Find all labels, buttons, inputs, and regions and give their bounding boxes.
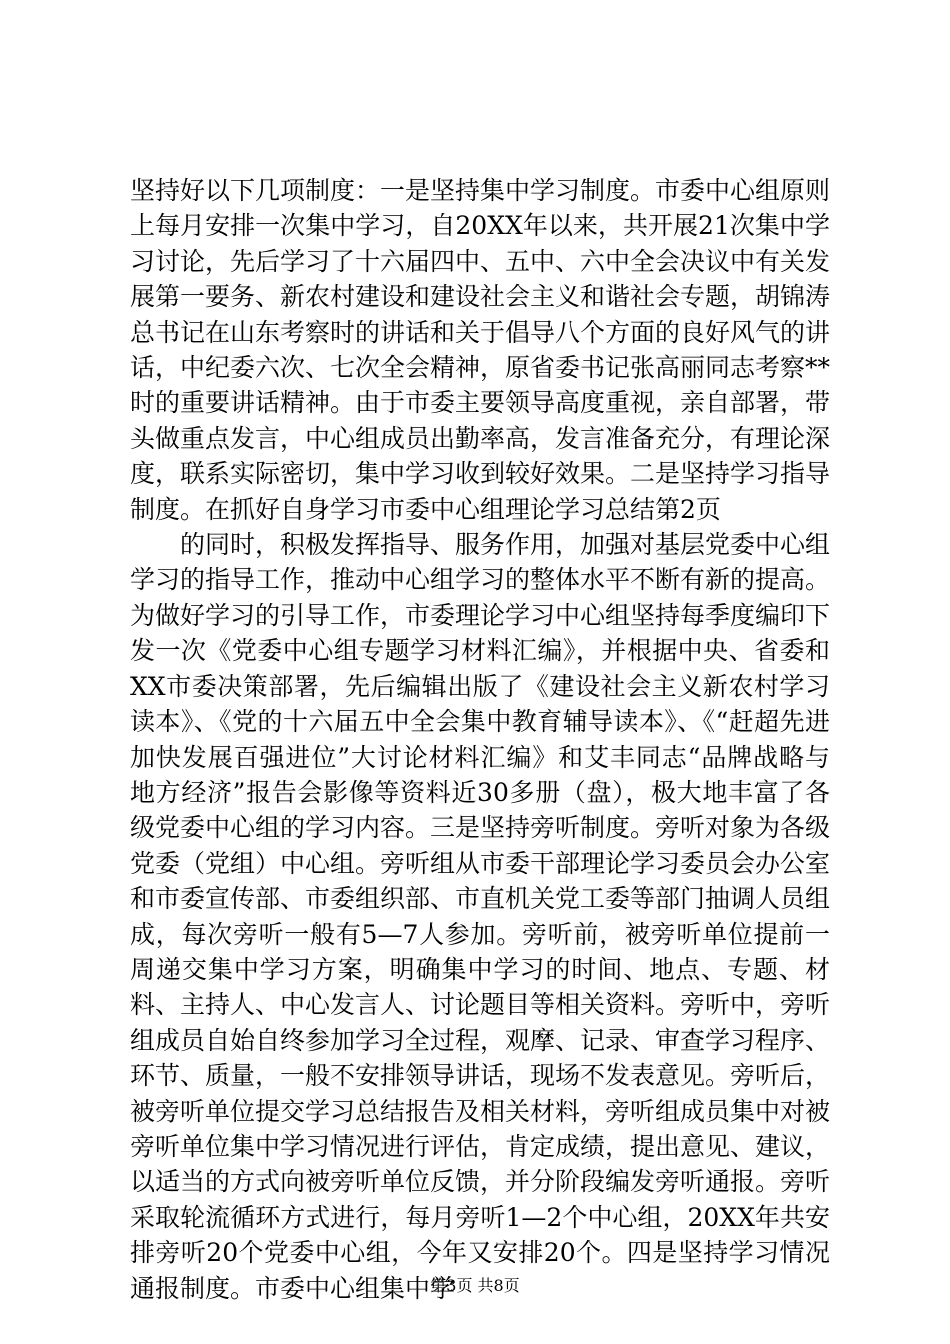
paragraph-2: 的同时，积极发挥指导、服务作用，加强对基层党委中心组学习的指导工作，推动中心组学习的整体水平不断有新的提高。为做好学习的引导工作，市委理论学习中心组坚持每季度编印下发一次《党委中心组专题学习材料汇编》，并根据中央、省委和XX市委决策部署，先后编辑出版了《建设社会主义新农村学习读本》、《党的十六届五中全会集中教育辅导读本》、《“赶超先进加快发展百强进位”大讨论材料汇编》和艾丰同志“品牌战略与地方经济”报告会影像等资料近30多册（盘），极大地丰富了各级党委中心组的学习内容。三是坚持旁听制度。旁听对象为各级党委（党组）中心组。旁听组从市委干部理论学习委员会办公室和市委宣传部、市委组织部、市直机关党工委等部门抽调人员组成，每次旁听一般有5—7人参加。旁听前，被旁听单位提前一周递交集中学习方案，明确集中学习的时间、地点、专题、材料、主持人、中心发言人、讨论题目等相关资料。旁听中，旁听组成员自始自终参加学习全过程，观摩、记录、审查学习程序、环节、质量，一般不安排领导讲话，现场不发表意见。旁听后，被旁听单位提交学习总结报告及相关材料，旁听组成员集中对被旁听单位集中学习情况进行评估，肯定成绩，提出意见、建议，以适当的方式向被旁听单位反馈，并分阶段编发旁听通报。旁听采取轮流循环方式进行，每月旁听1—2个中心组，20XX年共安排旁听20个党委中心组，今年又安排20个。四是坚持学习情况通报制度。市委中心组集中学 [130,530,831,1303]
page-footer: 第3页 共8页 [430,1276,520,1295]
paragraph-1: 坚持好以下几项制度：一是坚持集中学习制度。市委中心组原则上每月安排一次集中学习，自20XX年以来，共开展21次集中学习讨论，先后学习了十六届四中、五中、六中全会决议中有关发展第一要务、新农村建设和建设社会主义和谐社会专题，胡锦涛总书记在山东考察时的讲话和关于倡导八个方面的良好风气的讲话，中纪委六次、七次全会精神，原省委书记张高丽同志考察**时的重要讲话精神。由于市委主要领导高度重视，亲自部署，带头做重点发言，中心组成员出勤率高，发言准备充分，有理论深度，联系实际密切，集中学习收到较好效果。二是坚持学习指导制度。在抓好自身学习市委中心组理论学习总结第2页 [130,176,831,524]
document-body [130,173,830,1306]
